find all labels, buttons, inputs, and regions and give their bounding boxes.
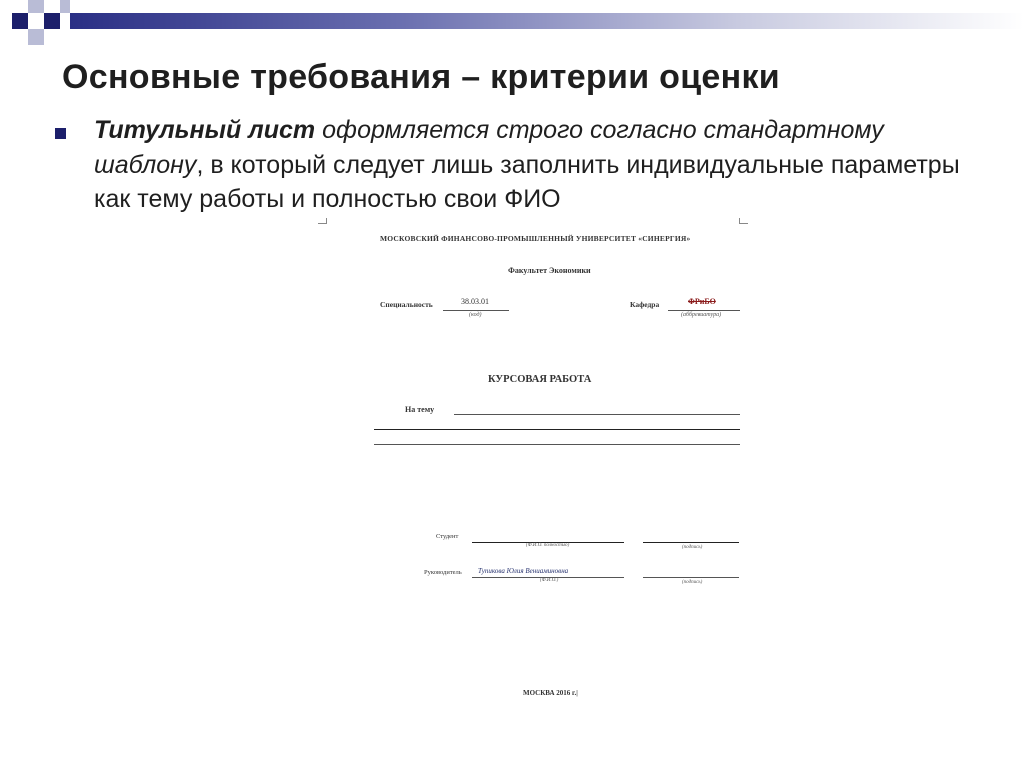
department-line <box>668 310 740 311</box>
student-label: Студент <box>436 533 459 540</box>
faculty-name: Факультет Экономики <box>508 266 591 275</box>
university-name: МОСКОВСКИЙ ФИНАНСОВО-ПРОМЫШЛЕННЫЙ УНИВЕРСИТЕТ «СИНЕРГИЯ» <box>380 234 691 243</box>
student-sign-line <box>643 542 739 543</box>
bullet-square-icon <box>55 128 66 139</box>
header-gradient-bar <box>70 13 1024 29</box>
corner-square-grey-2 <box>28 29 44 45</box>
supervisor-sign-line <box>643 577 739 578</box>
topic-line-3 <box>374 444 740 445</box>
city-year: МОСКВА 2016 г.| <box>523 689 578 697</box>
bullet-text <box>94 113 984 217</box>
corner-square-grey-1 <box>28 0 44 13</box>
supervisor-name: Тупикова Юлия Вениаминовна <box>478 567 569 575</box>
topic-line-1 <box>454 414 740 415</box>
topic-label: На тему <box>405 405 435 414</box>
department-value: ФРиБО <box>688 297 716 306</box>
department-label: Кафедра <box>630 300 660 309</box>
work-type-heading: КУРСОВАЯ РАБОТА <box>488 374 592 385</box>
page-corner-mark <box>739 218 748 224</box>
supervisor-label: Руководитель <box>424 569 462 576</box>
department-hint: (аббревиатура) <box>681 312 722 318</box>
page-corner-mark <box>318 218 327 224</box>
supervisor-hint: (Ф.И.О.) <box>540 578 559 583</box>
student-sign-hint: (подпись) <box>682 545 703 550</box>
corner-square-navy-1 <box>12 13 28 29</box>
corner-square-navy-2 <box>44 13 60 29</box>
supervisor-sign-hint: (подпись) <box>682 580 703 585</box>
bullet-bold-phrase: Титульный лист <box>94 116 316 144</box>
bullet-plain-phrase: , в который следует лишь заполнить индивидуальные параметры как тему работы и полностью свои ФИО <box>94 150 960 213</box>
student-hint: (Ф.И.О. полностью) <box>526 543 570 548</box>
title-page-image <box>318 218 748 718</box>
specialty-label: Специальность <box>380 300 433 309</box>
specialty-hint: (код) <box>469 312 482 318</box>
specialty-code: 38.03.01 <box>461 297 489 306</box>
corner-square-grey-3 <box>60 0 70 13</box>
topic-line-2 <box>374 429 740 430</box>
specialty-line <box>443 310 509 311</box>
bullet-italic-phrase: оформляется строго согласно стандартному шаблону <box>94 116 884 179</box>
slide-title: Основные требования – критерии оценки <box>62 58 780 96</box>
